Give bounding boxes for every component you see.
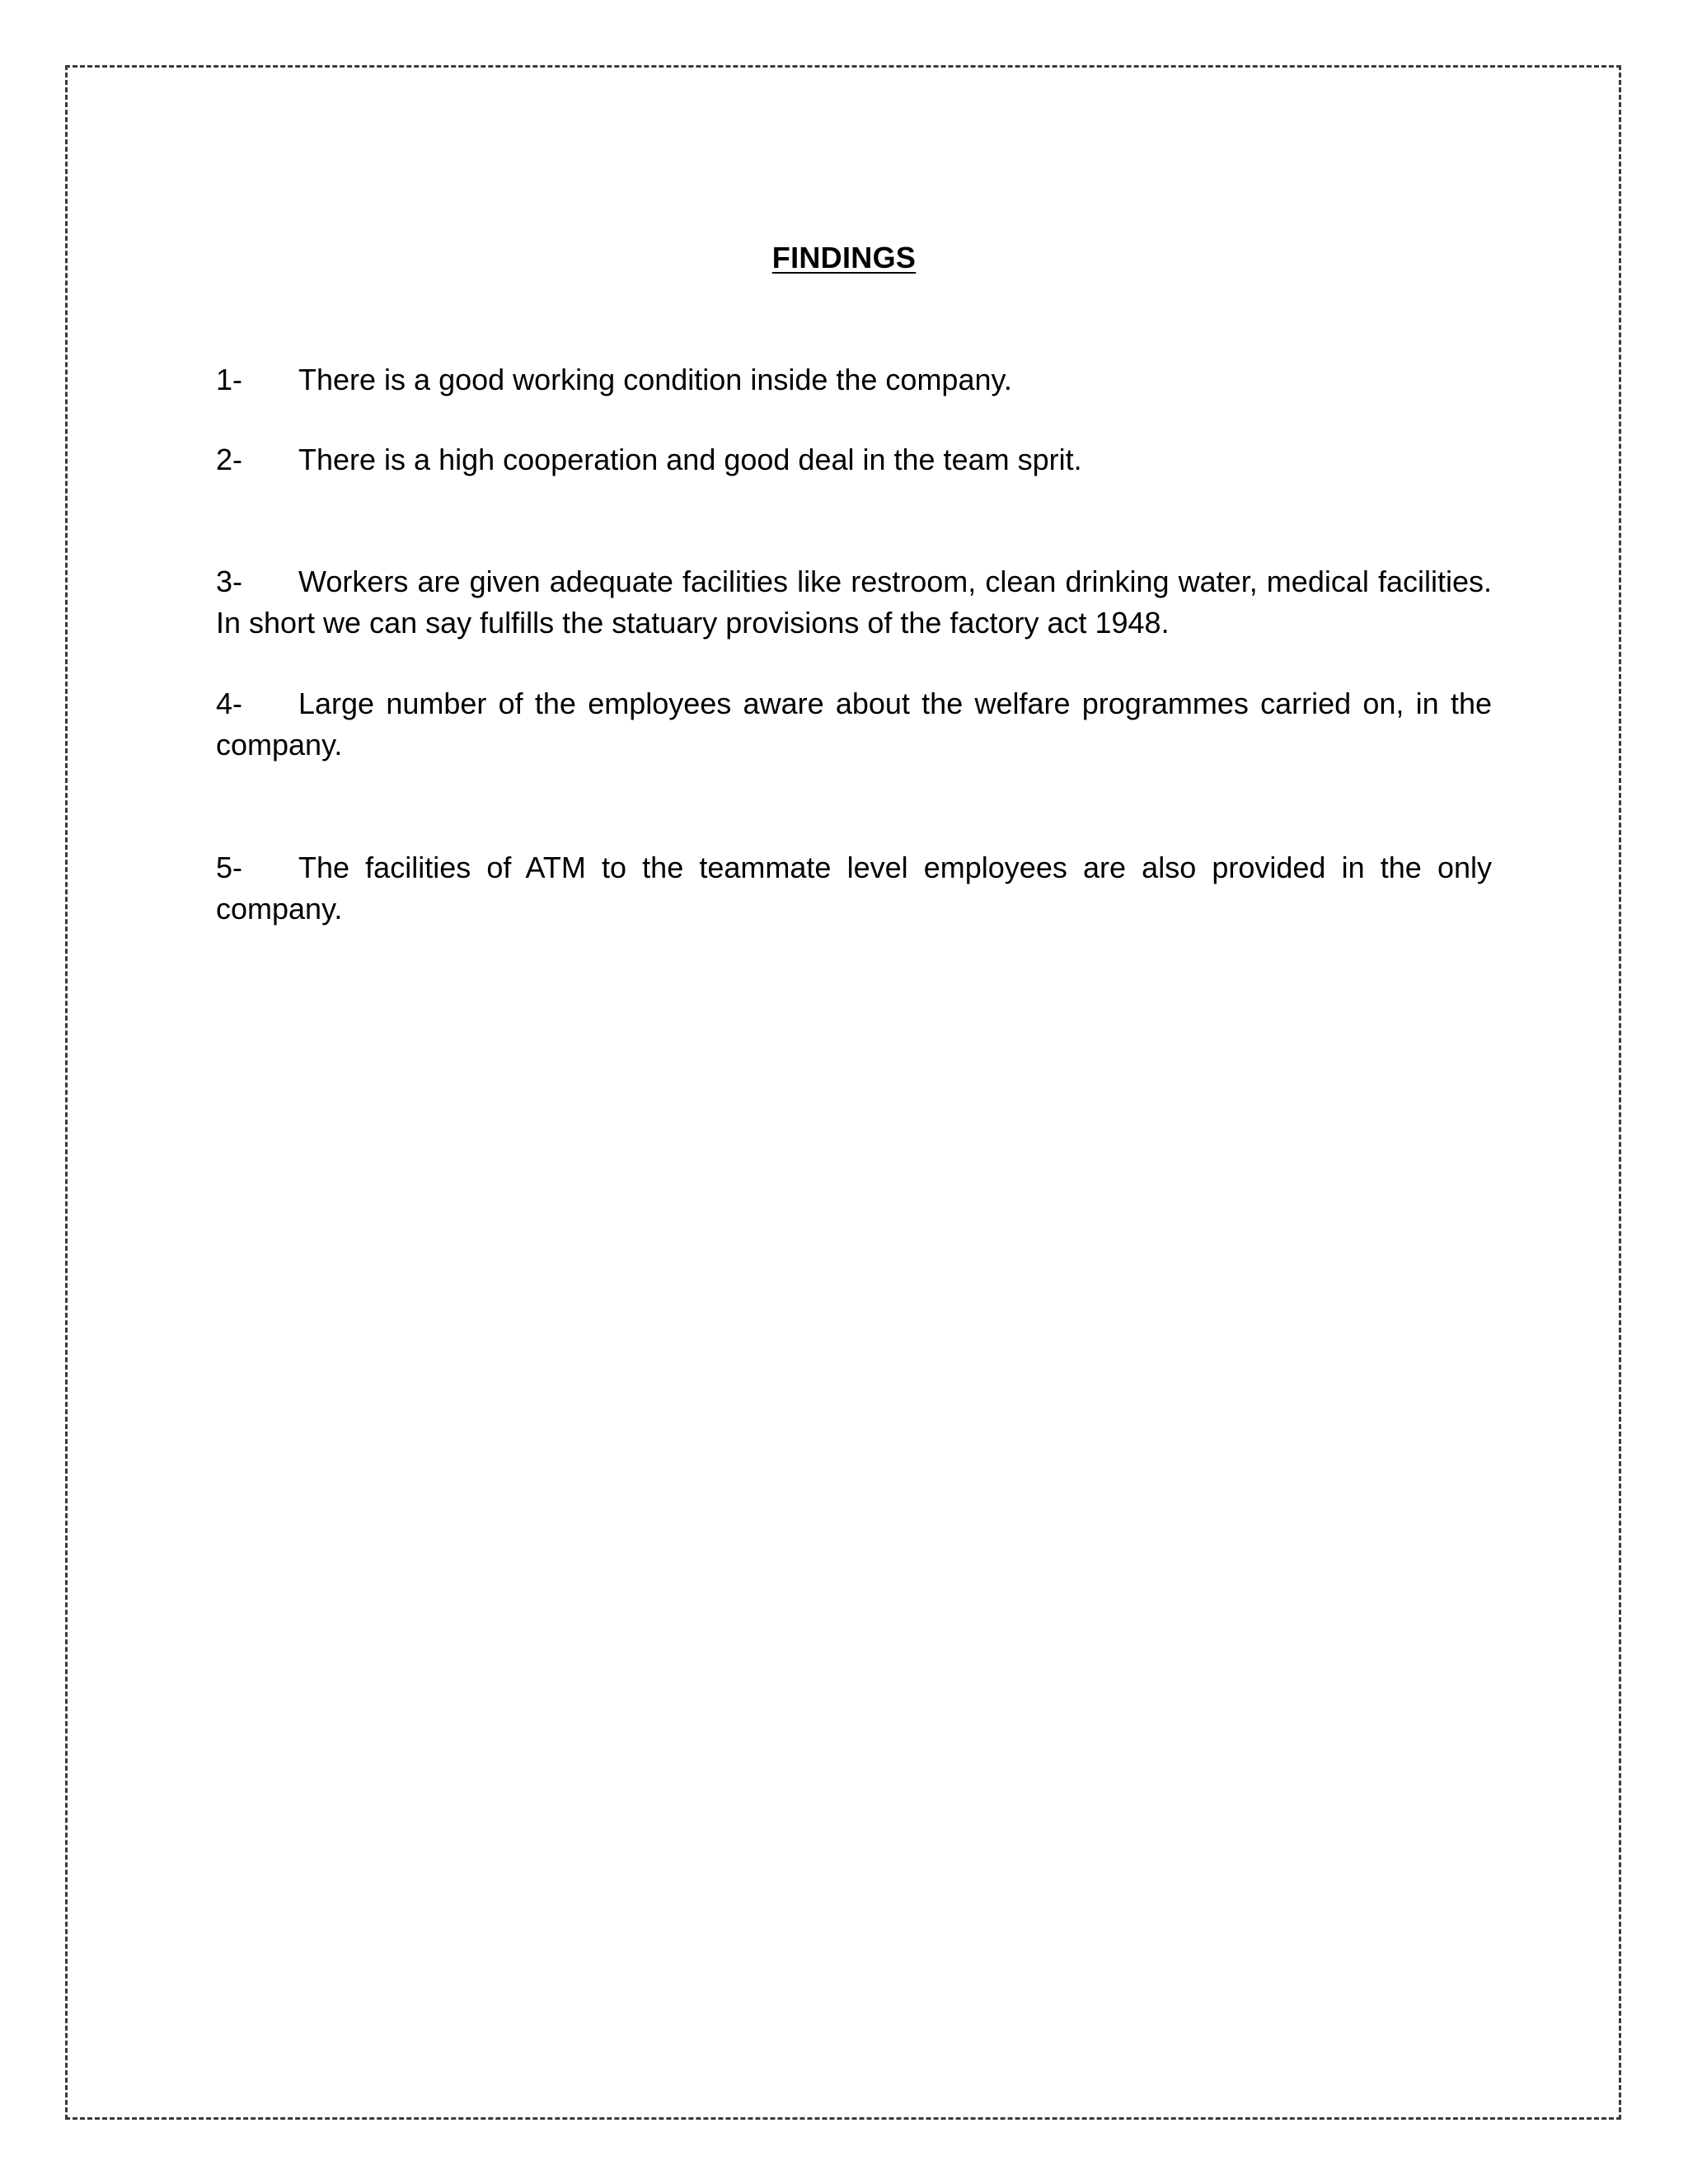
finding-number: 4- — [216, 687, 243, 720]
finding-text: Large number of the employees aware about the welfare programmes carried on, in the company. — [216, 687, 1492, 762]
finding-item-5 — [216, 847, 1492, 930]
finding-item-4 — [216, 683, 1492, 766]
page-title: FINDINGS — [771, 241, 917, 274]
finding-text: Workers are given adequate facilities like restroom, clean drinking water, medical facilities. In short we can say fulfills the statuary provisions of the factory act 1948. — [216, 565, 1492, 640]
finding-item-1 — [216, 359, 1492, 401]
finding-number: 2- — [216, 443, 243, 476]
finding-text: There is a high cooperation and good deal in the team sprit. — [298, 443, 1082, 476]
finding-number: 5- — [216, 851, 243, 884]
finding-text: There is a good working condition inside the company. — [298, 363, 1012, 396]
finding-item-3 — [216, 561, 1492, 644]
finding-text: The facilities of ATM to the teammate level employees are also provided in the only company. — [216, 851, 1492, 926]
finding-number: 1- — [216, 363, 243, 396]
finding-number: 3- — [216, 565, 243, 598]
finding-item-2 — [216, 439, 1492, 480]
